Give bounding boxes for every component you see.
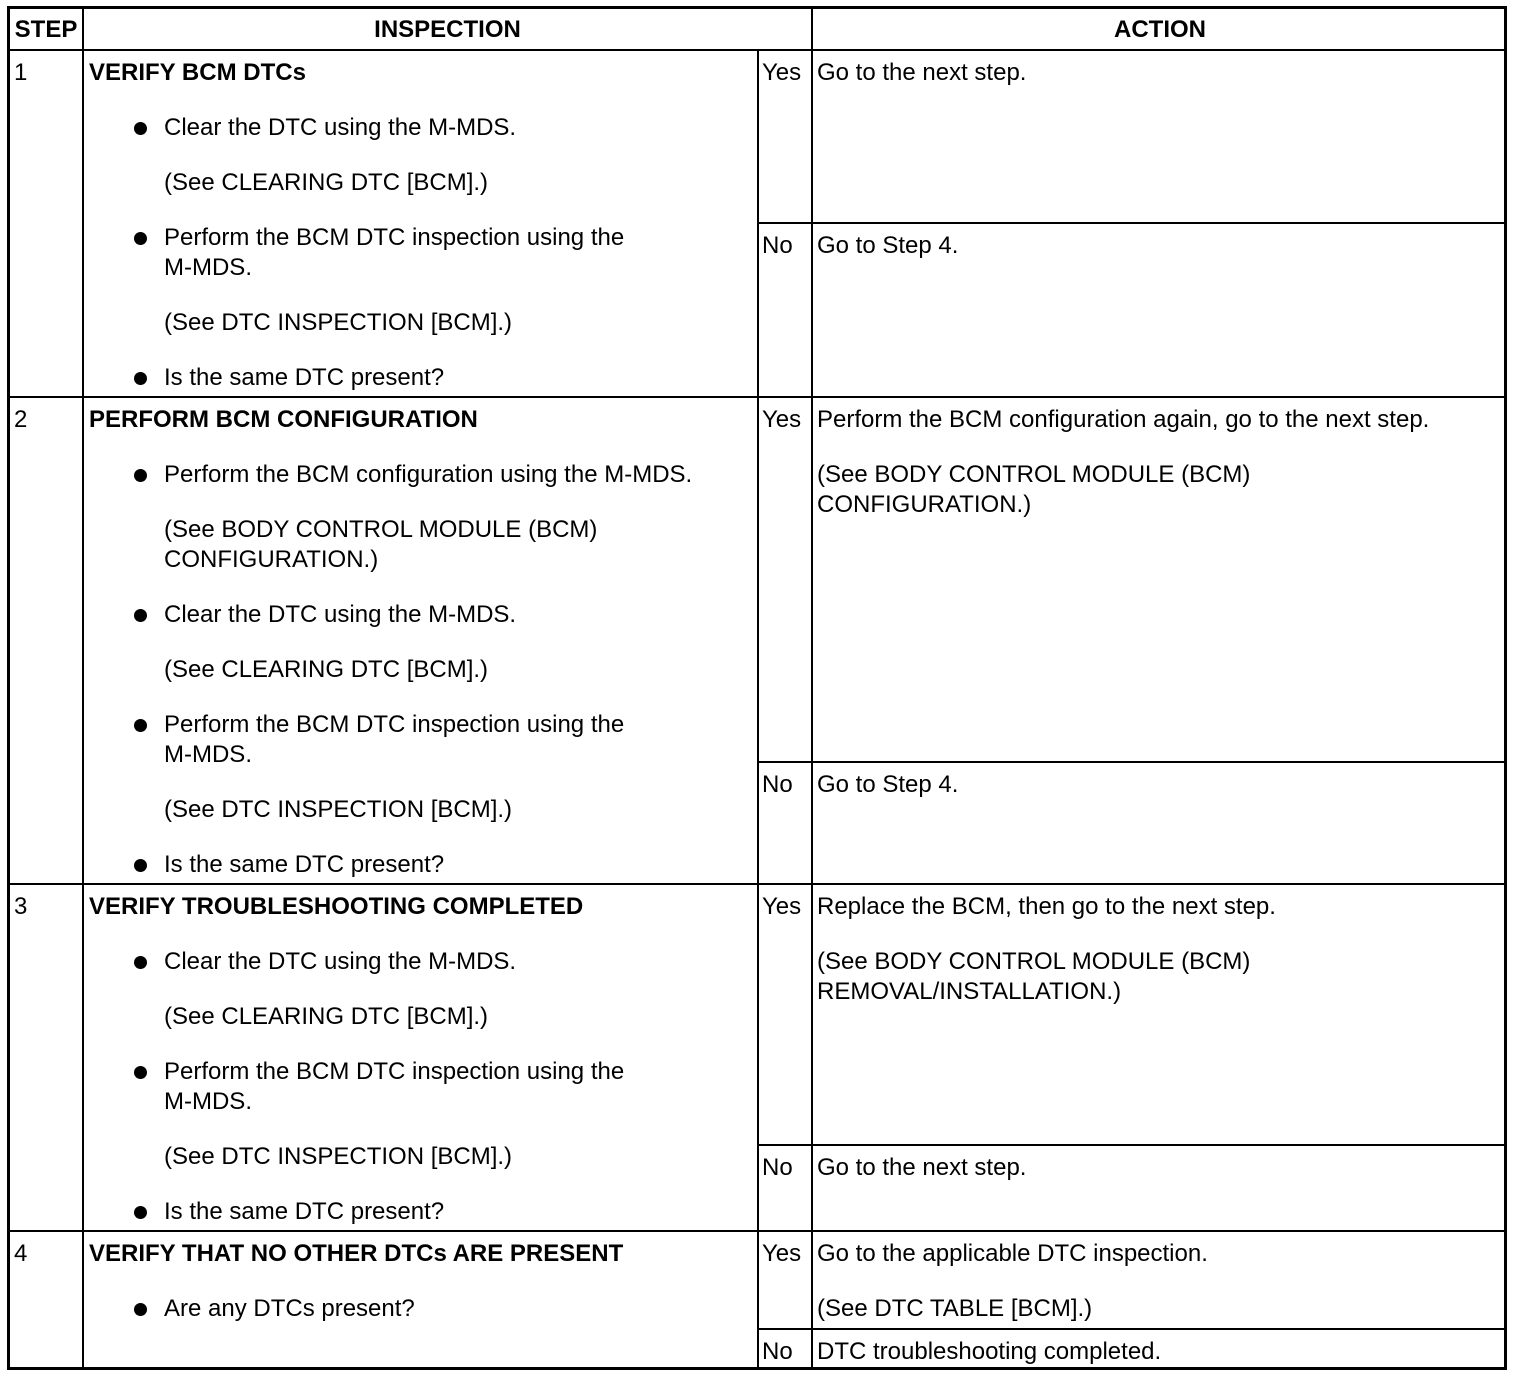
inspection-item: M-MDS. bbox=[164, 254, 252, 281]
inspection-reference: (See DTC INSPECTION [BCM].) bbox=[164, 1143, 513, 1170]
inspection-reference: (See CLEARING DTC [BCM].) bbox=[164, 656, 489, 683]
row-divider bbox=[10, 396, 1504, 398]
inspection-title: VERIFY TROUBLESHOOTING COMPLETED bbox=[89, 893, 584, 920]
no-label: No bbox=[762, 771, 793, 798]
bullet-icon bbox=[134, 1303, 147, 1316]
action-yes-text: CONFIGURATION.) bbox=[817, 491, 1032, 518]
inspection-reference: (See DTC INSPECTION [BCM].) bbox=[164, 796, 513, 823]
inspection-item: Perform the BCM configuration using the M-MDS. bbox=[164, 461, 693, 488]
action-yes-text: (See BODY CONTROL MODULE (BCM) bbox=[817, 948, 1251, 975]
bullet-icon bbox=[134, 1066, 147, 1079]
bullet-icon bbox=[134, 372, 147, 385]
divider-action bbox=[811, 9, 813, 1370]
yes-label: Yes bbox=[762, 406, 802, 433]
inspection-item: M-MDS. bbox=[164, 1088, 252, 1115]
yes-label: Yes bbox=[762, 893, 802, 920]
inspection-item: Perform the BCM DTC inspection using the bbox=[164, 1058, 625, 1085]
inspection-reference: (See CLEARING DTC [BCM].) bbox=[164, 1003, 489, 1030]
step-number: 2 bbox=[14, 406, 28, 433]
inspection-item: Is the same DTC present? bbox=[164, 1198, 445, 1225]
yes-no-divider bbox=[757, 1328, 1504, 1330]
header-step: STEP bbox=[14, 16, 78, 43]
inspection-title: VERIFY THAT NO OTHER DTCs ARE PRESENT bbox=[89, 1240, 624, 1267]
inspection-item: Clear the DTC using the M-MDS. bbox=[164, 948, 517, 975]
no-label: No bbox=[762, 1154, 793, 1181]
no-label: No bbox=[762, 1338, 793, 1365]
row-divider bbox=[10, 883, 1504, 885]
divider-step bbox=[82, 9, 84, 1370]
inspection-item: Is the same DTC present? bbox=[164, 851, 445, 878]
inspection-item: M-MDS. bbox=[164, 741, 252, 768]
yes-no-divider bbox=[757, 222, 1504, 224]
step-number: 4 bbox=[14, 1240, 28, 1267]
inspection-title: PERFORM BCM CONFIGURATION bbox=[89, 406, 478, 433]
inspection-item: Are any DTCs present? bbox=[164, 1295, 415, 1322]
step-number: 3 bbox=[14, 893, 28, 920]
inspection-item: Perform the BCM DTC inspection using the bbox=[164, 711, 625, 738]
action-yes-text: Go to the next step. bbox=[817, 59, 1027, 86]
bullet-icon bbox=[134, 232, 147, 245]
header-divider bbox=[10, 49, 1504, 51]
yes-no-divider bbox=[757, 761, 1504, 763]
action-yes-text: Go to the applicable DTC inspection. bbox=[817, 1240, 1208, 1267]
inspection-title: VERIFY BCM DTCs bbox=[89, 59, 306, 86]
bullet-icon bbox=[134, 1206, 147, 1219]
action-no-text: DTC troubleshooting completed. bbox=[817, 1338, 1162, 1365]
action-yes-text: REMOVAL/INSTALLATION.) bbox=[817, 978, 1122, 1005]
header-inspection: INSPECTION bbox=[374, 16, 521, 43]
inspection-item: Perform the BCM DTC inspection using the bbox=[164, 224, 625, 251]
bullet-icon bbox=[134, 859, 147, 872]
action-no-text: Go to the next step. bbox=[817, 1154, 1027, 1181]
action-yes-text: Replace the BCM, then go to the next step. bbox=[817, 893, 1276, 920]
action-yes-text: Perform the BCM configuration again, go to the next step. bbox=[817, 406, 1430, 433]
bullet-icon bbox=[134, 719, 147, 732]
inspection-item: Clear the DTC using the M-MDS. bbox=[164, 114, 517, 141]
action-no-text: Go to Step 4. bbox=[817, 771, 959, 798]
action-yes-text: (See DTC TABLE [BCM].) bbox=[817, 1295, 1093, 1322]
inspection-reference: (See DTC INSPECTION [BCM].) bbox=[164, 309, 513, 336]
divider-yesno bbox=[757, 49, 759, 1370]
row-divider bbox=[10, 1230, 1504, 1232]
inspection-reference: (See BODY CONTROL MODULE (BCM) bbox=[164, 516, 598, 543]
action-yes-text: (See BODY CONTROL MODULE (BCM) bbox=[817, 461, 1251, 488]
bullet-icon bbox=[134, 609, 147, 622]
inspection-item: Clear the DTC using the M-MDS. bbox=[164, 601, 517, 628]
action-no-text: Go to Step 4. bbox=[817, 232, 959, 259]
bullet-icon bbox=[134, 956, 147, 969]
header-action: ACTION bbox=[1114, 16, 1206, 43]
inspection-reference: (See CLEARING DTC [BCM].) bbox=[164, 169, 489, 196]
inspection-reference: CONFIGURATION.) bbox=[164, 546, 379, 573]
troubleshooting-table bbox=[7, 6, 1507, 1370]
yes-no-divider bbox=[757, 1144, 1504, 1146]
yes-label: Yes bbox=[762, 59, 802, 86]
bullet-icon bbox=[134, 122, 147, 135]
bullet-icon bbox=[134, 469, 147, 482]
step-number: 1 bbox=[14, 59, 28, 86]
yes-label: Yes bbox=[762, 1240, 802, 1267]
inspection-item: Is the same DTC present? bbox=[164, 364, 445, 391]
no-label: No bbox=[762, 232, 793, 259]
